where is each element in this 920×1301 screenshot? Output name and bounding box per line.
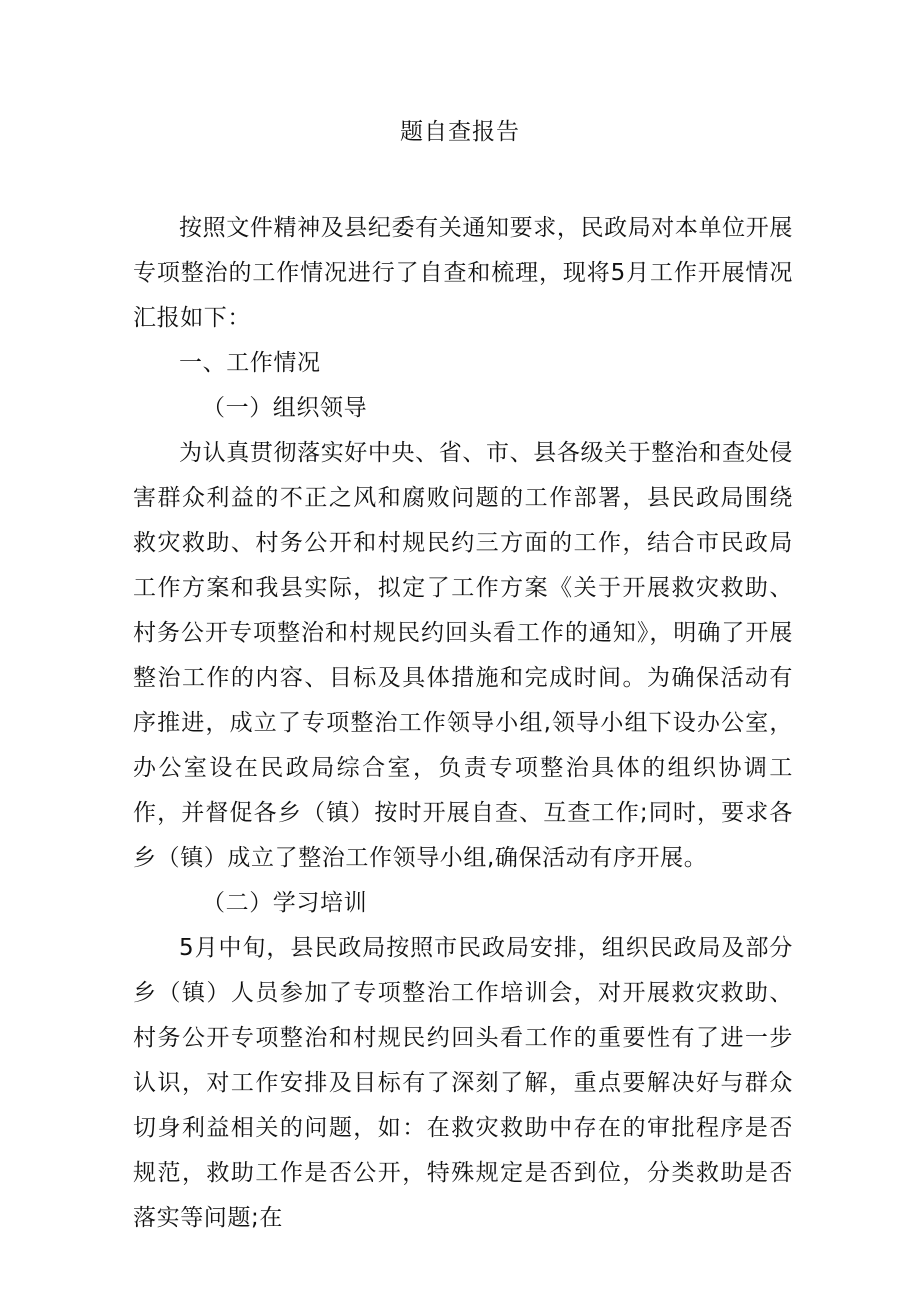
training-paragraph: 5月中旬，县民政局按照市民政局安排，组织民政局及部分乡（镇）人员参加了专项整治工作培训会，对开展救灾救助、村务公开专项整治和村规民约回头看工作的重要性有了进一步认识，对工作安排及目标有了深刻了解，重点要解决好与群众切身利益相关的问题，如：在救灾救助中存在的审批程序是否规范，救助工作是否公开，特殊规定是否到位，分类救助是否落实等问题;在	[133, 935, 793, 1231]
document-title: 题自查报告	[400, 119, 520, 145]
subsection-heading-training: （二）学习培训	[202, 890, 368, 916]
document-body	[133, 206, 793, 1241]
leadership-paragraph: 为认真贯彻落实好中央、省、市、县各级关于整治和查处侵害群众利益的不正之风和腐败问题的工作部署，县民政局围绕救灾救助、村务公开和村规民约三方面的工作，结合市民政局工作方案和我县实际，拟定了工作方案《关于开展救灾救助、村务公开专项整治和村规民约回头看工作的通知》，明确了开展整治工作的内容、目标及具体措施和完成时间。为确保活动有序推进，成立了专项整治工作领导小组,领导小组下设办公室，办公室设在民政局综合室，负责专项整治具体的组织协调工作，并督促各乡（镇）按时开展自查、互查工作;同时，要求各乡（镇）成立了整治工作领导小组,确保活动有序开展。	[133, 440, 793, 871]
subsection-heading-leadership: （一）组织领导	[202, 395, 368, 421]
intro-paragraph: 按照文件精神及县纪委有关通知要求，民政局对本单位开展专项整治的工作情况进行了自查和梳理，现将5月工作开展情况汇报如下：	[133, 215, 793, 331]
section-heading-work-status: 一、工作情况	[179, 350, 321, 376]
